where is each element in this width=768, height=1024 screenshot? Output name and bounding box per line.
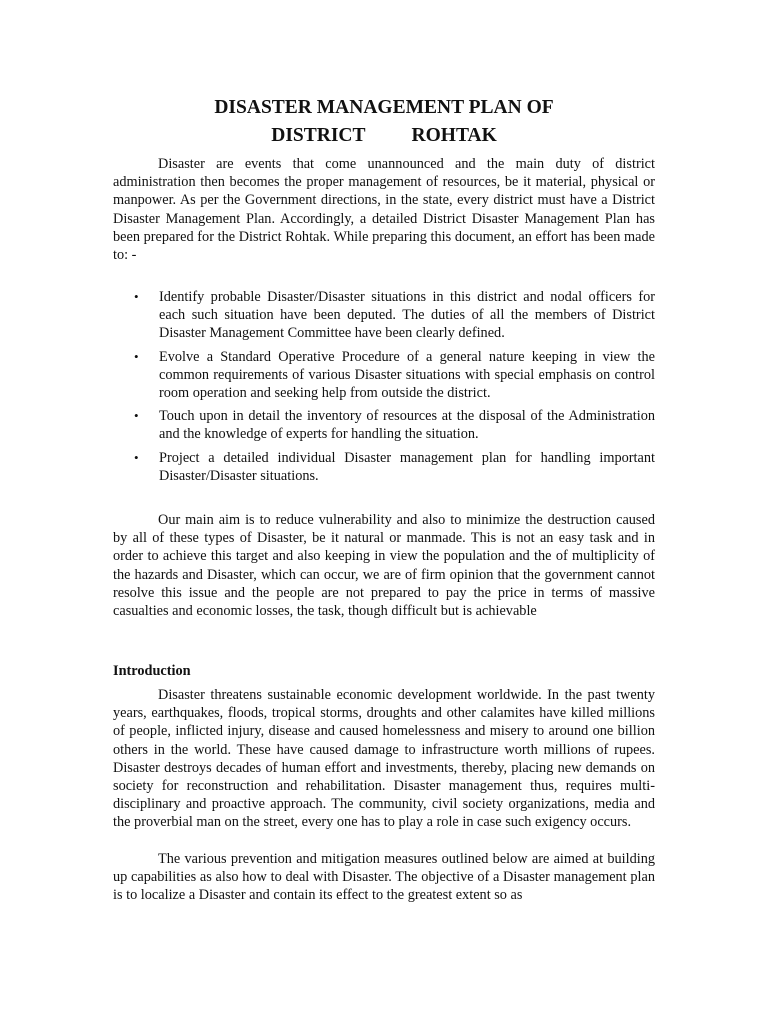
bullet-icon: •	[134, 289, 139, 304]
list-item	[113, 407, 655, 443]
list-item	[113, 288, 655, 343]
list-item-text: Identify probable Disaster/Disaster situations in this district and nodal officers for each such situation have been deputed. The duties of all the members of District Disaster Management Committee have been clearly defined.	[159, 289, 655, 342]
introduction-paragraph-1: Disaster threatens sustainable economic development worldwide. In the past twenty years, earthquakes, floods, tropical storms, droughts and other calamites have killed millions of people, inflicted injury, disease and caused homelessness and misery to around one billion others in the world. These have caused damage to infrastructure worth millions of rupees. Disaster destroys decades of human effort and investments, thereby, placing new demands on society for reconstruction and rehabilitation. Disaster management thus, requires multi-disciplinary and proactive approach. The community, civil society organizations, media and the proverbial man on the street, every one has to play a role in case such exigency occurs.	[113, 687, 655, 831]
intro-paragraph: Disaster are events that come unannounced and the main duty of district administration then becomes the proper management of resources, be it material, physical or manpower. As per the Government directions, in the state, every district must have a District Disaster Management Plan. Accordingly, a detailed District Disaster Management Plan has been prepared for the District Rohtak. While preparing this document, an effort has been made to: -	[113, 156, 655, 264]
list-item	[113, 449, 655, 485]
aim-paragraph: Our main aim is to reduce vulnerability and also to minimize the destruction caused by all of these types of Disaster, be it natural or manmade. This is not an easy task and in order to achieve this target and also keeping in view the population and the of multiplicity of the hazards and Disaster, which can occur, we are of firm opinion that the government cannot resolve this issue and the people are not prepared to pay the price in terms of massive casualties and economic losses, the task, though difficult but is achievable	[113, 512, 655, 620]
title-district-name: ROHTAK	[411, 125, 497, 146]
section-heading: Introduction	[113, 663, 191, 679]
list-item-text: Touch upon in detail the inventory of resources at the disposal of the Administration and the knowledge of experts for handling the situation.	[159, 408, 655, 443]
document-title-line1: DISASTER MANAGEMENT PLAN OF	[214, 97, 554, 118]
title-district-word: DISTRICT	[271, 125, 366, 146]
bullet-icon: •	[134, 348, 139, 364]
objectives-list	[113, 288, 655, 490]
list-item-text: Evolve a Standard Operative Procedure of a general nature keeping in view the common requirements of various Disaster situations with special emphasis on control room operation and seeking help from outside the district.	[159, 348, 655, 402]
bullet-icon: •	[134, 408, 139, 424]
document-title-line2	[0, 124, 768, 148]
bullet-icon: •	[134, 449, 139, 465]
introduction-paragraph-2: The various prevention and mitigation measures outlined below are aimed at building up capabilities as also how to deal with Disaster. The objective of a Disaster management plan is to localize a Disaster and contain its effect to the greatest extent so as	[113, 851, 655, 904]
list-item	[113, 348, 655, 403]
list-item-text: Project a detailed individual Disaster management plan for handling important Disaster/Disaster situations.	[159, 449, 655, 484]
